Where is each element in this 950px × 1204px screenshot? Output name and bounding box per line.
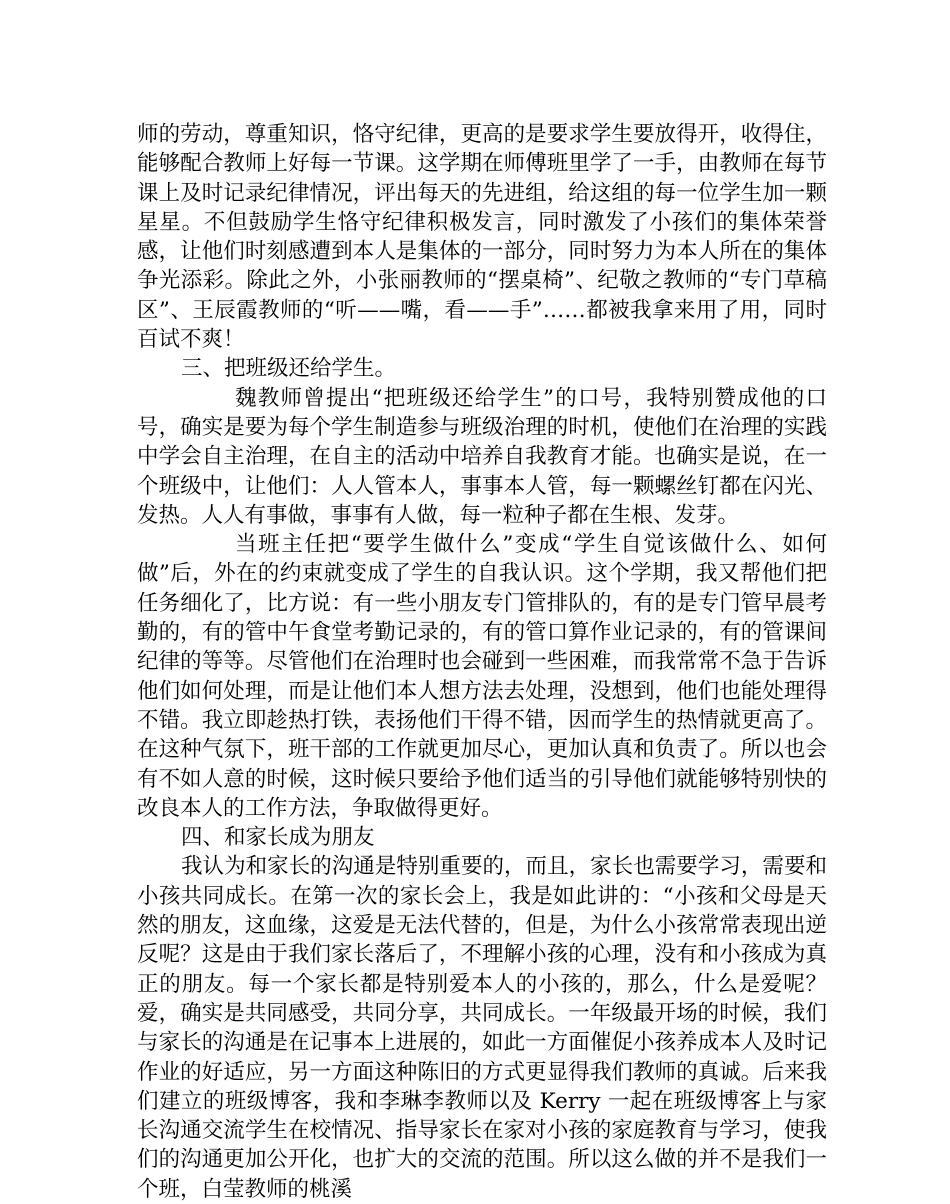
document-body [137, 120, 827, 1204]
paragraph: 师的劳动，尊重知识，恪守纪律，更高的是要求学生要放得开，收得住，能够配合教师上好每一节课。这学期在师傅班里学了一手，由教师在每节课上及时记录纪律情况，评出每天的先进组，给这组的每一位学生加一颗星星。不但鼓励学生恪守纪律积极发言，同时激发了小孩们的集体荣誉感，让他们时刻感遭到本人是集体的一部分，同时努力为本人所在的集体争光添彩。除此之外，小张丽教师的“摆桌椅”、纪敬之教师的“专门草稿区”、王辰霞教师的“听——嘴，看——手”……都被我拿来用了用，同时百试不爽！ [137, 122, 827, 353]
paragraph: 我认为和家长的沟通是特别重要的，而且，家长也需要学习，需要和小孩共同成长。在第一次的家长会上，我是如此讲的：“小孩和父母是天然的朋友，这血缘，这爱是无法代替的，但是，为什么小孩常常表现出逆反呢？这是由于我们家长落后了，不理解小孩的心理，没有和小孩成为真正的朋友。每一个家长都是特别爱本人的小孩的，那么，什么是爱呢？爱，确实是共同感受，共同分享，共同成长。一年级最开场的时候，我们与家长的沟通是在记事本上进展的，如此一方面催促小孩养成本人及时记作业的好适应，另一方面这种陈旧的方式更显得我们教师的真诚。后来我们建立的班级博客，我和李琳李教师以及 Kerry 一起在班级博客上与家长沟通交流学生在校情况、指导家长在家对小孩的家庭教育与学习，使我们的沟通更加公开化，也扩大的交流的范围。所以这么做的并不是我们一个班，白莹教师的桃溪 [137, 854, 827, 1202]
paragraph: 当班主任把“要学生做什么”变成“学生自觉该做什么、如何做”后，外在的约束就变成了学生的自我认识。这个学期，我又帮他们把任务细化了，比方说：有一些小朋友专门管排队的，有的是专门管早晨考勤的，有的管中午食堂考勤记录的，有的管口算作业记录的，有的管课间纪律的等等。尽管他们在治理时也会碰到一些困难，而我常常不急于告诉他们如何处理，而是让他们本人想方法去处理，没想到，他们也能处理得不错。我立即趁热打铁，表扬他们干得不错，因而学生的热情就更高了。在这种气氛下，班干部的工作就更加尽心，更加认真和负责了。所以也会有不如人意的时候，这时候只要给予他们适当的引导他们就能够特别快的改良本人的工作方法，争取做得更好。 [137, 532, 827, 821]
section-heading: 三、把班级还给学生。 [181, 356, 397, 382]
paragraph: 魏教师曾提出“把班级还给学生”的口号，我特别赞成他的口号，确实是要为每个学生制造参与班级治理的时机，使他们在治理的实践中学会自主治理，在自主的活动中培养自我教育才能。也确实是说，在一个班级中，让他们：人人管本人，事事本人管，每一颗螺丝钉都在闪光、发热。人人有事做，事事有人做，每一粒种子都在生根、发芽。 [137, 385, 827, 528]
section-heading: 四、和家长成为朋友 [181, 825, 375, 851]
